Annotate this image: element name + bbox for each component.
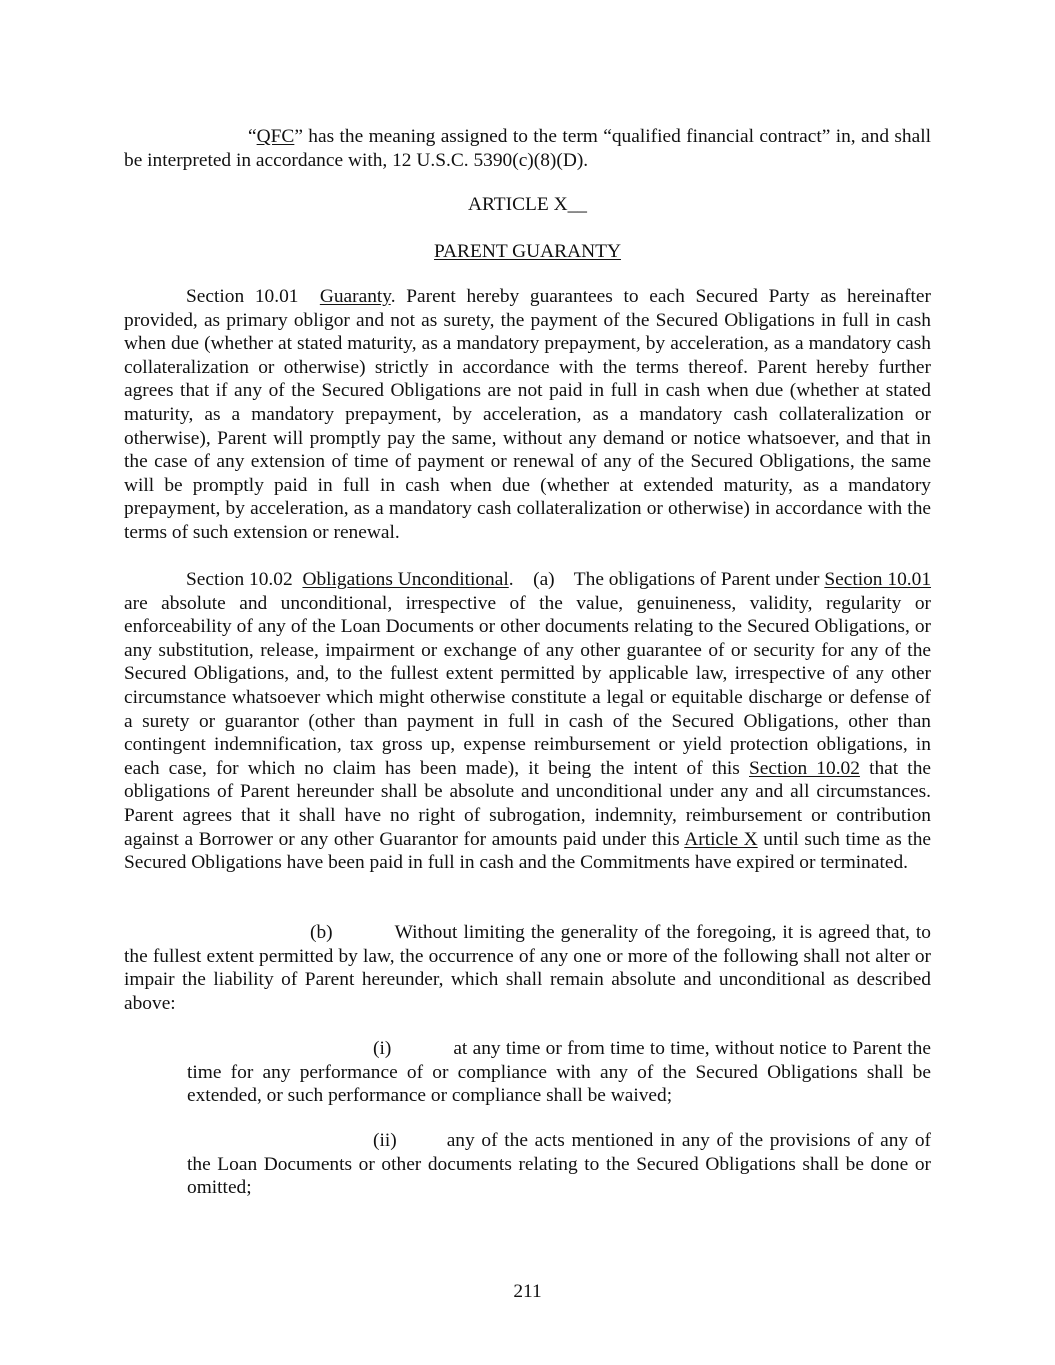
quote: “: [248, 126, 257, 147]
section-title: Guaranty: [319, 286, 391, 307]
clause-text: any of the acts mentioned in any of the provisions of any of the Loan Documents or other documents relating to the Secured Obligations shall be done or omitted;: [187, 1130, 931, 1199]
clause-i: [187, 1037, 931, 1108]
section-body: are absolute and unconditional, irrespective of the value, genuineness, validity, regularity or enforceability of any of the Loan Documents or other documents relating to the Secured Obligations, or any substitution, release, impairment or exchange of any other guarantee of or security for any of the Secured Obligations, and, to the fullest extent permitted by applicable law, irrespective of any other circumstance whatsoever which might otherwise constitute a legal or equitable discharge or defense of a surety or guarantor (other than payment in full in cash of the Secured Obligations, other than contingent indemnification, tax gross up, expense reimbursement or yield protection obligations, in each case, for which no claim has been made), it being the intent of this: [124, 592, 931, 779]
qfc-definition: [124, 125, 931, 172]
section-10-02: [124, 568, 931, 875]
clause-label: (ii): [373, 1130, 397, 1151]
clause-label: (i): [373, 1038, 392, 1059]
article-title-text: PARENT GUARANTY: [434, 241, 621, 262]
section-body: until such time as the Secured Obligations have been paid in full in cash and the Commitments have expired or terminated.: [124, 828, 932, 874]
section-number: Section 10.02: [186, 569, 293, 590]
section-body: that the obligations of Parent hereunder shall be absolute and unconditional under any and all circumstances. Parent agrees that it shall have no right of subrogation, indemnity, reimbursement or contribution against a Borrower or any other Guarantor for amounts paid under this: [124, 757, 931, 850]
article-heading: ARTICLE X__: [468, 194, 587, 215]
section-body: . (a) The obligations of Parent under: [508, 569, 825, 590]
paragraph-text: Without limiting the generality of the foregoing, it is agreed that, to the fullest extent permitted by law, the occurrence of any one or more of the following shall not alter or impair the liability of Parent hereunder, which shall remain absolute and unconditional as described above:: [124, 922, 931, 1014]
section-number: Section 10.01: [186, 286, 299, 307]
clause-ii: [187, 1129, 931, 1200]
defined-term-qfc: QFC: [256, 126, 295, 147]
cross-reference: Article X: [684, 828, 758, 850]
article-title: [124, 240, 931, 264]
paragraph-label: (b): [310, 922, 333, 943]
section-title: Obligations Unconditional: [302, 569, 509, 590]
qfc-definition-text: ” has the meaning assigned to the term “qualified financial contract” in, and shall be interpreted in accordance with, 12 U.S.C. 5390(c)(8)(D).: [124, 126, 931, 171]
section-10-01: [124, 285, 931, 545]
page-number: 211: [513, 1281, 542, 1302]
cross-reference: Section 10.02: [749, 757, 860, 779]
clause-text: at any time or from time to time, without notice to Parent the time for any performance of or compliance with any of the Secured Obligations shall be extended, or such performance or compliance shall be waived;: [187, 1038, 931, 1107]
section-body: . Parent hereby guarantees to each Secured Party as hereinafter provided, as primary obligor and not as surety, the payment of the Secured Obligations in full in cash when due (whether at stated maturity, as a mandatory prepayment, by acceleration, as a mandatory cash collateralization or otherwise) strictly in accordance with the terms thereof. Parent hereby further agrees that if any of the Secured Obligations are not paid in full in cash when due (whether at stated maturity, as a mandatory prepayment, by acceleration, as a mandatory cash collateralization or otherwise), Parent will promptly pay the same, without any demand or notice whatsoever, and that in the case of any extension of time of payment or renewal of any of the Secured Obligations, the same will be promptly paid in full in cash when due (whether at extended maturity, as a mandatory prepayment, by acceleration, as a mandatory cash collateralization or otherwise) in accordance with the terms of such extension or renewal.: [124, 286, 931, 543]
paragraph-b: [124, 921, 931, 1015]
cross-reference: Section 10.01: [824, 569, 932, 590]
